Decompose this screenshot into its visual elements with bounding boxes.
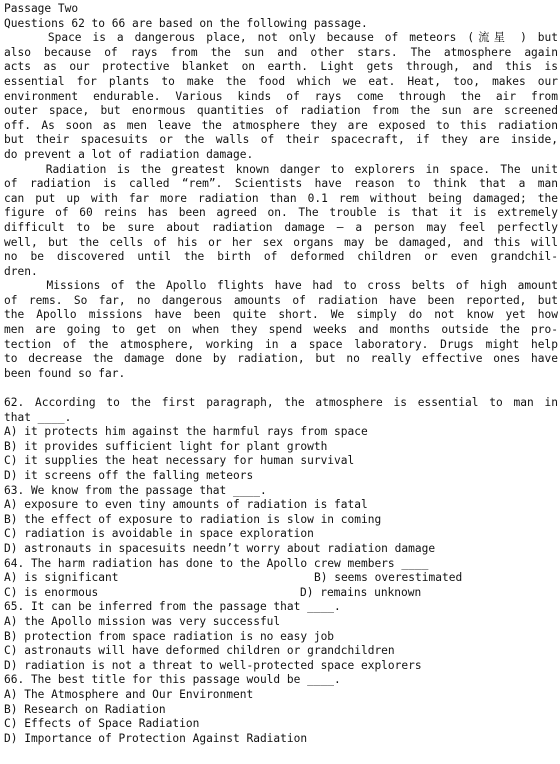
paragraph-line: essential for plants to make the food which we eat. Heat, too, makes our (4, 74, 558, 88)
paragraph-line: men are going to get on when they spend weeks and months outside the pro- (4, 323, 558, 337)
answer-option: B) it provides sufficient light for plant growth (4, 439, 328, 453)
answer-option: B) seems overestimated (314, 571, 463, 585)
answer-option: D) radiation is not a threat to well-protected space explorers (4, 658, 422, 672)
paragraph-line: but their spacesuits or the walls of their spacecraft, if they are inside, (4, 133, 558, 147)
answer-option: A) the Apollo mission was very successful (4, 614, 281, 628)
answer-option: A) exposure to even tiny amounts of radiation is fatal (4, 498, 368, 512)
paragraph-3 (4, 279, 558, 381)
answer-option: B) Research on Radiation (4, 702, 166, 716)
answer-option: C) it supplies the heat necessary for human survival (4, 454, 355, 468)
paragraph-line: do prevent a lot of radiation damage. (4, 147, 254, 161)
paragraph-line: difficult to be sure about radiation damage — a person may feel perfectly (4, 220, 558, 234)
paragraph-line: Missions of the Apollo flights have had to cross belts of high amount (4, 279, 558, 293)
question-stem: 65. It can be inferred from the passage that ____. (4, 600, 341, 614)
paragraph-line: tection of the atmosphere, working in a space laboratory. Drugs might help (4, 337, 558, 351)
paragraph-line: dren. (4, 264, 38, 278)
document-page (4, 2, 558, 746)
passage-heading: Passage Two (4, 2, 79, 15)
paragraph-line: of rems. So far, no dangerous amounts of radiation have been reported, but (4, 293, 558, 307)
passage-intro: Questions 62 to 66 are based on the following passage. (4, 16, 368, 30)
question-stem: 64. The harm radiation has done to the Apollo crew members ____ (4, 556, 429, 570)
paragraph-line: well, but the cells of his or her sex organs may be damaged, and this will (4, 235, 558, 249)
question-64 (4, 557, 558, 601)
answer-option: D) Importance of Protection Against Radiation (4, 731, 308, 745)
paragraph-2 (4, 163, 558, 280)
answer-option: D) it screens off the falling meteors (4, 469, 254, 482)
question-63 (4, 484, 558, 557)
paragraph-line: the Apollo missions have been quite short. We simply do not know yet how (4, 308, 558, 322)
paragraph-line: also because of rays from the sun and other stars. The atmosphere again (4, 45, 558, 59)
paragraph-line: Radiation is the greatest known danger to explorers in space. The unit (4, 162, 558, 176)
answer-option: D) remains unknown (300, 585, 422, 599)
answer-option: C) Effects of Space Radiation (4, 717, 200, 731)
paragraph-line: no be discovered until the birth of deformed children or even grandchil- (4, 250, 558, 264)
answer-option: C) radiation is avoidable in space exploration (4, 527, 314, 541)
paragraph-line: environment endurable. Various kinds of rays come through the air from (4, 89, 558, 103)
question-stem: that ____. (4, 410, 72, 424)
answer-option-row (4, 586, 558, 601)
answer-option: B) the effect of exposure to radiation is slow in coming (4, 512, 382, 526)
answer-option: D) astronauts in spacesuits needn’t worry about radiation damage (4, 541, 436, 555)
answer-option: C) is enormous (4, 585, 99, 599)
paragraph-1 (4, 31, 558, 162)
paragraph-line: Space is a dangerous place, not only because of meteors (流星 ) but (4, 31, 558, 45)
paragraph-line: to decrease the damage done by radiation, but no really effective ones have (4, 352, 558, 366)
answer-option: A) is significant (4, 571, 119, 585)
question-62 (4, 396, 558, 484)
answer-option: A) The Atmosphere and Our Environment (4, 687, 254, 701)
paragraph-line: been found so far. (4, 366, 126, 380)
question-stem: 62. According to the first paragraph, the atmosphere is essential to man in (4, 396, 558, 410)
paragraph-line: figure of 60 reins has been agreed on. The trouble is that it is extremely (4, 206, 558, 220)
question-stem: 66. The best title for this passage would be ____. (4, 673, 341, 687)
answer-option: C) astronauts will have deformed children or grandchildren (4, 644, 395, 658)
question-65 (4, 600, 558, 673)
paragraph-line: of radiation is called “rem”. Scientists have reason to think that a man (4, 177, 558, 191)
answer-option: B) protection from space radiation is no easy job (4, 629, 335, 643)
answer-option: A) it protects him against the harmful rays from space (4, 425, 368, 439)
paragraph-line: can put up with far more radiation than 0.1 rem without being damaged; the (4, 191, 558, 205)
answer-option-row (4, 571, 558, 586)
paragraph-line: acts as our protective blanket on earth. Light gets through, and this is (4, 60, 558, 74)
paragraph-line: off. As soon as men leave the atmosphere they are exposed to this radiation (4, 118, 558, 132)
question-66 (4, 673, 558, 746)
question-stem: 63. We know from the passage that ____. (4, 483, 267, 497)
section-gap (4, 381, 558, 396)
paragraph-line: outer space, but enormous quantities of radiation from the sun are screened (4, 104, 558, 118)
